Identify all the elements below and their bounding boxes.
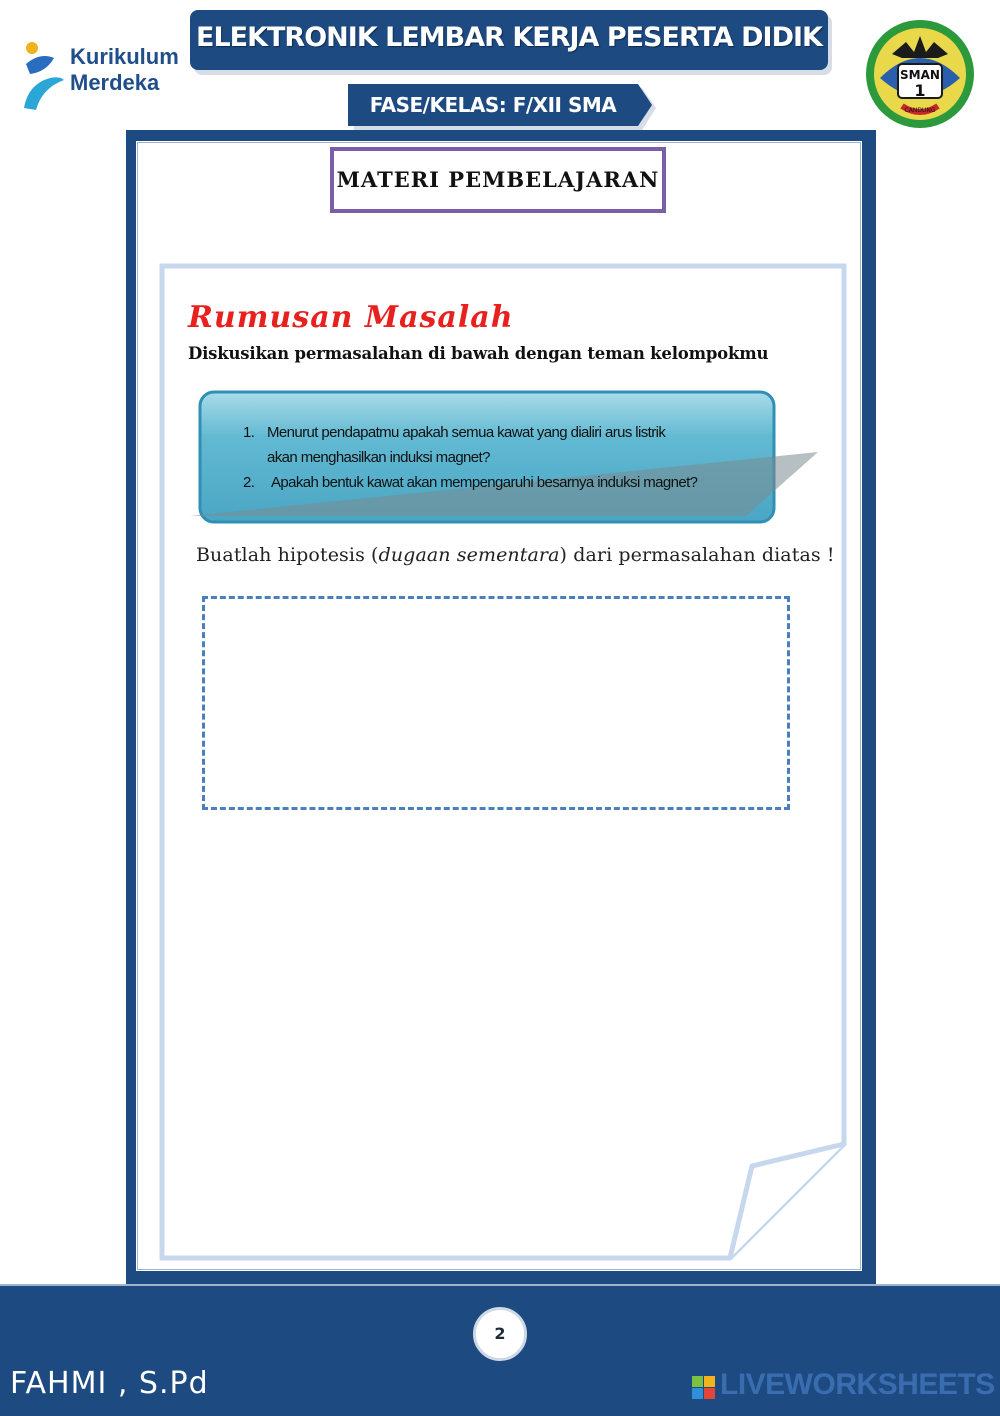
kurikulum-merdeka-logo: [20, 38, 180, 114]
question-item-2: [240, 470, 760, 495]
fase-banner: [348, 84, 658, 128]
section-title: Rumusan Masalah: [188, 300, 514, 335]
question-text: Menurut pendapatmu apakah semua kawat yang dialiri arus listrik: [267, 424, 666, 441]
liveworksheets-icon: [692, 1376, 716, 1400]
hipotesis-answer-field[interactable]: [202, 596, 790, 810]
section-instruction: Diskusikan permasalahan di bawah dengan teman kelompokmu: [188, 344, 769, 363]
fase-label: FASE/KELAS: F/XII SMA: [369, 93, 617, 117]
question-text: Apakah bentuk kawat akan mempengaruhi besarnya induksi magnet?: [271, 474, 698, 491]
emblem-text-3: CANDUNG: [904, 107, 936, 114]
liveworksheets-brand[interactable]: LIVEWORKSHEETS: [720, 1368, 995, 1401]
brand-line-2: Merdeka: [70, 70, 160, 95]
emblem-text-2: 1: [914, 81, 926, 100]
page-number: 2: [473, 1307, 527, 1361]
question-text-cont: akan menghasilkan induksi magnet?: [267, 449, 490, 466]
school-emblem: [862, 18, 978, 130]
brand-text: [70, 44, 179, 96]
brand-line-1: Kurikulum: [70, 44, 179, 69]
question-list: [240, 420, 760, 495]
materi-label: MATERI PEMBELAJARAN: [330, 147, 666, 213]
hipotesis-suffix: ) dari permasalahan diatas !: [559, 544, 835, 566]
author-name: FAHMI , S.Pd: [10, 1366, 209, 1401]
school-emblem-icon: [862, 18, 978, 130]
question-number: 2.: [243, 474, 255, 491]
emblem-text-1: SMAN: [900, 68, 940, 82]
hipotesis-emphasis: dugaan sementara: [378, 544, 560, 566]
question-number: 1.: [243, 424, 255, 441]
hipotesis-instruction: [196, 544, 835, 566]
kurikulum-icon: [20, 38, 70, 114]
question-item-1: [240, 420, 760, 470]
worksheet-title: ELEKTRONIK LEMBAR KERJA PESERTA DIDIK: [190, 10, 828, 70]
hipotesis-prefix: Buatlah hipotesis (: [196, 544, 379, 566]
